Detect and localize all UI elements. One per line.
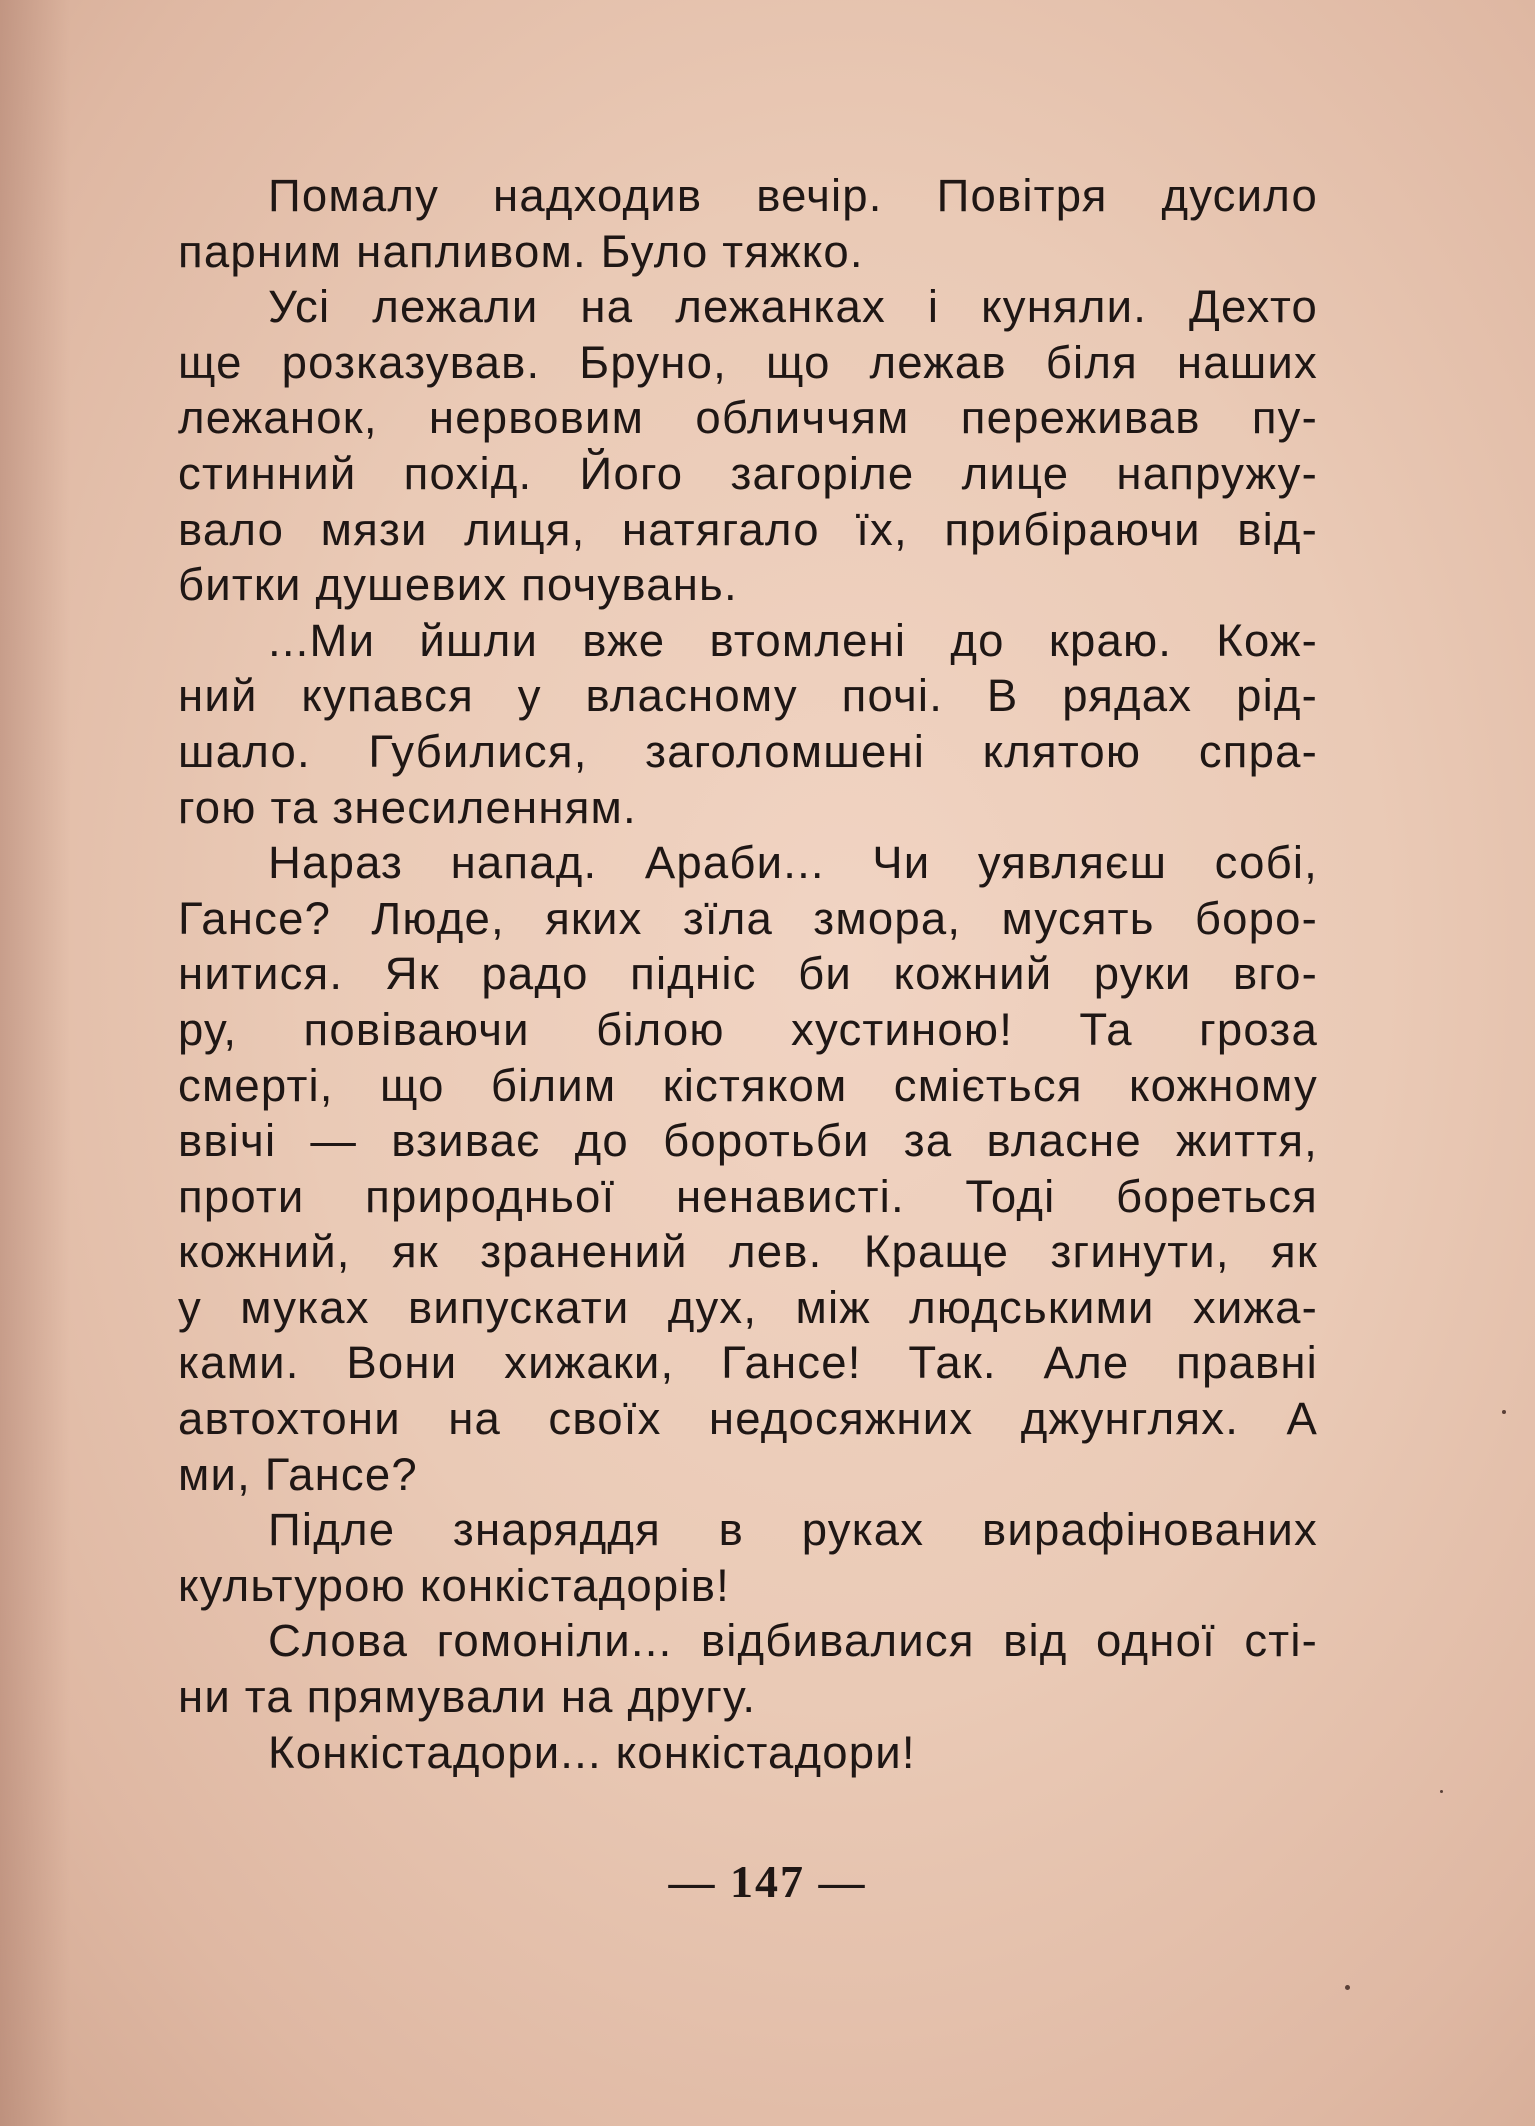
- text-line: ками. Вони хижаки, Гансе! Так. Але правні: [178, 1337, 1318, 1389]
- text-line: Слова гомоніли... відбивалися від одної сті-: [268, 1615, 1318, 1667]
- text-line: кожний, як зранений лев. Краще згинути, як: [178, 1226, 1318, 1278]
- text-line: парним напливом. Було тяжко.: [178, 225, 864, 277]
- text-line: проти природньої ненависті. Тоді бореться: [178, 1170, 1318, 1222]
- page-gutter-shadow: [0, 0, 70, 2126]
- text-line: Нараз напад. Араби... Чи уявляєш собі,: [268, 837, 1318, 889]
- text-line: смерті, що білим кістяком сміється кожному: [178, 1059, 1318, 1111]
- text-line: ни та прямували на другу.: [178, 1671, 757, 1723]
- text-line: лежанок, нервовим обличчям переживав пу-: [178, 392, 1318, 444]
- text-line: у муках випускати дух, між людськими хижа-: [178, 1281, 1318, 1333]
- text-line: ...Ми йшли вже втомлені до краю. Кож-: [268, 614, 1318, 666]
- text-line: Підле знаряддя в руках вирафінованих: [268, 1504, 1318, 1556]
- text-line: стинний похід. Його загоріле лице напружу-: [178, 447, 1318, 499]
- text-line: Усі лежали на лежанках і куняли. Дехто: [268, 281, 1318, 333]
- text-line: Конкістадори... конкістадори!: [268, 1726, 916, 1778]
- text-line: битки душевих почувань.: [178, 559, 738, 611]
- paper-speck: [1440, 1790, 1443, 1793]
- text-line: вало мязи лиця, натягало їх, прибіраючи від-: [178, 503, 1318, 555]
- text-line: Гансе? Люде, яких зїла змора, мусять боро-: [178, 892, 1318, 944]
- text-line: ру, повіваючи білою хустиною! Та гроза: [178, 1003, 1318, 1055]
- text-line: ний купався у власному почі. В рядах рід-: [178, 670, 1318, 722]
- paper-speck: [1502, 1410, 1506, 1414]
- text-line: ми, Гансе?: [178, 1448, 418, 1500]
- text-line: автохтони на своїх недосяжних джунглях. А: [178, 1393, 1318, 1445]
- page-number: — 147 —: [668, 1856, 867, 1907]
- text-line: нитися. Як радо підніс би кожний руки вго-: [178, 948, 1318, 1000]
- text-line: гою та знесиленням.: [178, 781, 637, 833]
- paper-speck: [1345, 1985, 1350, 1990]
- text-line: ще розказував. Бруно, що лежав біля наших: [178, 336, 1318, 388]
- body-text: [178, 168, 1318, 1780]
- text-line: культурою конкістадорів!: [178, 1559, 730, 1611]
- text-line: Помалу надходив вечір. Повітря дусило: [268, 170, 1318, 221]
- text-line: ввічі — взиває до боротьби за власне життя,: [178, 1115, 1318, 1167]
- text-line: шало. Губилися, заголомшені клятою спра-: [178, 725, 1318, 777]
